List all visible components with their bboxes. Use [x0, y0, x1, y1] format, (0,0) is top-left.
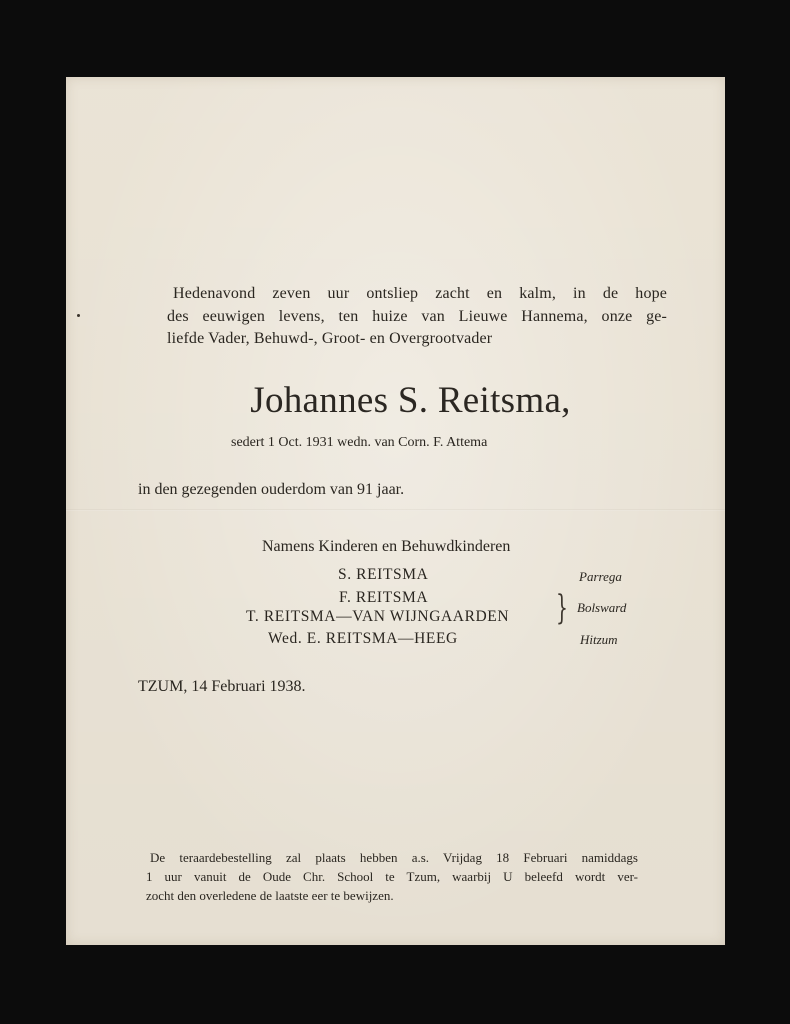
funeral-line-2: 1 uur vanuit de Oude Chr. School te Tzum, waarbij U beleefd wordt ver- [146, 869, 638, 884]
intro-line-1: Hedenavond zeven uur ontsliep zacht en kalm, in de hope [173, 285, 667, 302]
intro-line-3: liefde Vader, Behuwd-, Groot- en Overgrootvader [167, 330, 493, 347]
funeral-line-3: zocht den overledene de laatste eer te bewijzen. [146, 888, 394, 903]
funeral-notice [146, 848, 638, 905]
on-behalf-of-heading: Namens Kinderen en Behuwdkinderen [262, 538, 511, 555]
age-line: in den gezegenden ouderdom van 91 jaar. [138, 481, 405, 498]
brace-mark: } [556, 588, 568, 628]
family-member-place: Hitzum [580, 632, 618, 647]
family-member-name: F. REITSMA [339, 589, 429, 606]
funeral-line-1: De teraardebestelling zal plaats hebben a.s. Vrijdag 18 Februari namiddags [150, 850, 638, 865]
place-date-line: TZUM, 14 Februari 1938. [138, 678, 306, 695]
paper-fold-line [66, 509, 725, 511]
family-member-place: Bolsward [577, 600, 627, 615]
family-member-place: Parrega [579, 569, 622, 584]
family-member-name: Wed. E. REITSMA—HEEG [268, 630, 458, 647]
ink-speck [77, 314, 80, 317]
widower-note: sedert 1 Oct. 1931 wedn. van Corn. F. Attema [231, 435, 488, 450]
family-member-name: S. REITSMA [338, 566, 429, 583]
mourning-card [66, 77, 725, 945]
family-member-name: T. REITSMA—VAN WIJNGAARDEN [246, 608, 510, 625]
intro-line-2: des eeuwigen levens, ten huize van Lieuwe Hannema, onze ge- [167, 307, 667, 325]
announcement-intro [167, 283, 667, 351]
deceased-name: Johannes S. Reitsma, [250, 380, 571, 421]
